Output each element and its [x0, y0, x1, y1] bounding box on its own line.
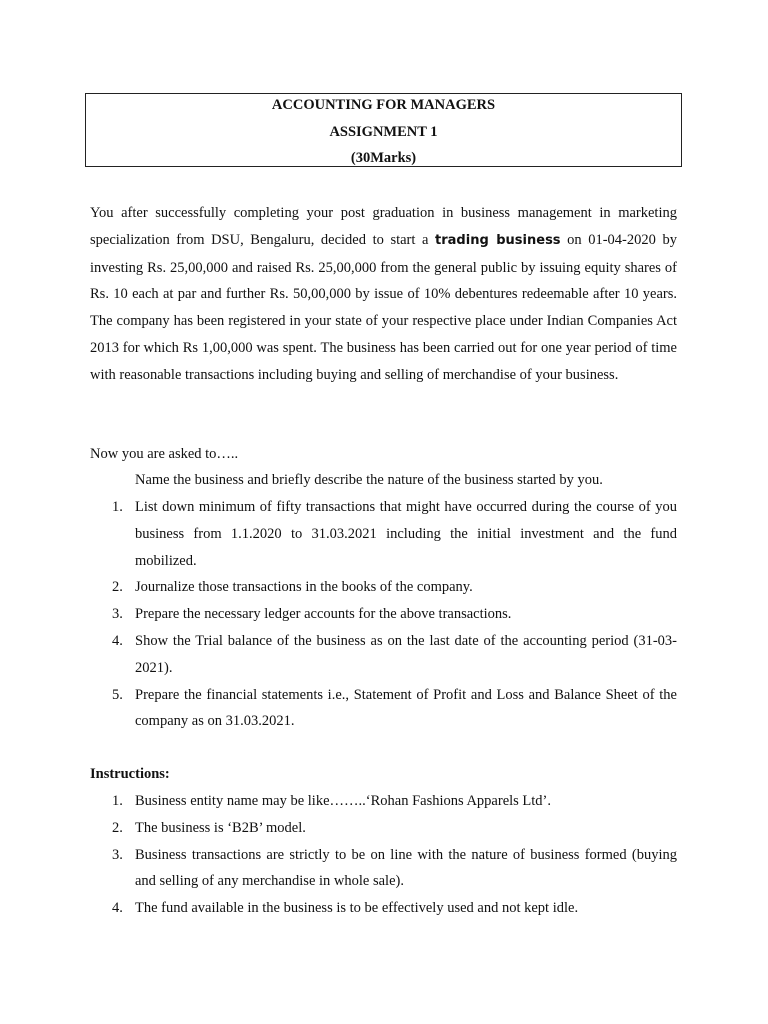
list-item-text: Journalize those transactions in the books of the company.: [135, 579, 473, 596]
list-number: 3.: [112, 606, 123, 623]
list-item-text: Prepare the necessary ledger accounts for the above transactions.: [135, 606, 512, 623]
list-number: 1.: [112, 793, 123, 809]
instructions-list: [90, 788, 677, 922]
intro-paragraph: [90, 200, 677, 389]
list-number: 4.: [112, 632, 123, 649]
list-item-text: Business entity name may be like……..‘Rohan Fashions Apparels Ltd’.: [135, 793, 552, 809]
list-number: 3.: [112, 846, 123, 863]
task-list: [90, 494, 677, 735]
list-item: [90, 842, 677, 896]
task-lead-line: Name the business and briefly describe the nature of the business started by you.: [135, 472, 603, 488]
list-item: [90, 788, 677, 815]
list-item-text: Show the Trial balance of the business as on the last date of the accounting period (31-03-2021).: [135, 632, 677, 676]
list-item-text: The business is ‘B2B’ model.: [135, 819, 306, 836]
list-item: [90, 574, 677, 601]
marks-label: (30Marks): [350, 150, 417, 166]
assignment-header-box: [85, 93, 682, 167]
asked-line: Now you are asked to…..: [90, 446, 239, 462]
list-number: 2.: [112, 579, 123, 596]
list-item: [90, 601, 677, 628]
intro-bold-text: trading business: [435, 232, 561, 248]
list-number: 5.: [112, 686, 123, 703]
list-item: [90, 682, 677, 736]
list-item: [90, 494, 677, 574]
intro-text-part1: You after successfully completing your post graduation in business management in marketing specialization from DSU, Bengaluru, decided to start a: [90, 205, 677, 248]
list-item-text: Prepare the financial statements i.e., Statement of Profit and Loss and Balance Sheet of the company as on 31.03.2021.: [135, 686, 677, 730]
list-number: 2.: [112, 819, 123, 836]
list-item: [90, 895, 677, 922]
list-item: [90, 815, 677, 842]
intro-text-part2: on 01-04-2020 by investing Rs. 25,00,000 and raised Rs. 25,00,000 from the general public by issuing equity shares of Rs. 10 each at par and further Rs. 50,00,000 by issue of 10% debentures redeemable after 10 years. The company has been registered in your state of your respective place under Indian Companies Act 2013 for which Rs 1,00,000 was spent. The business has been carried out for one year period of time with reasonable transactions including buying and selling of merchandise of your business.: [90, 231, 677, 383]
list-item: [90, 628, 677, 682]
list-number: 4.: [112, 900, 123, 917]
instructions-heading: Instructions:: [90, 766, 170, 782]
list-item-text: The fund available in the business is to be effectively used and not kept idle.: [135, 900, 579, 917]
list-item-text: List down minimum of fifty transactions that might have occurred during the course of you business from 1.1.2020 to 31.03.2021 including the initial investment and the fund mobilized.: [135, 499, 677, 569]
assignment-title: ASSIGNMENT 1: [329, 123, 438, 140]
list-number: 1.: [112, 499, 123, 515]
course-title: ACCOUNTING FOR MANAGERS: [271, 97, 496, 113]
list-item-text: Business transactions are strictly to be on line with the nature of business formed (buying and selling of any merchandise in whole sale).: [135, 846, 677, 890]
